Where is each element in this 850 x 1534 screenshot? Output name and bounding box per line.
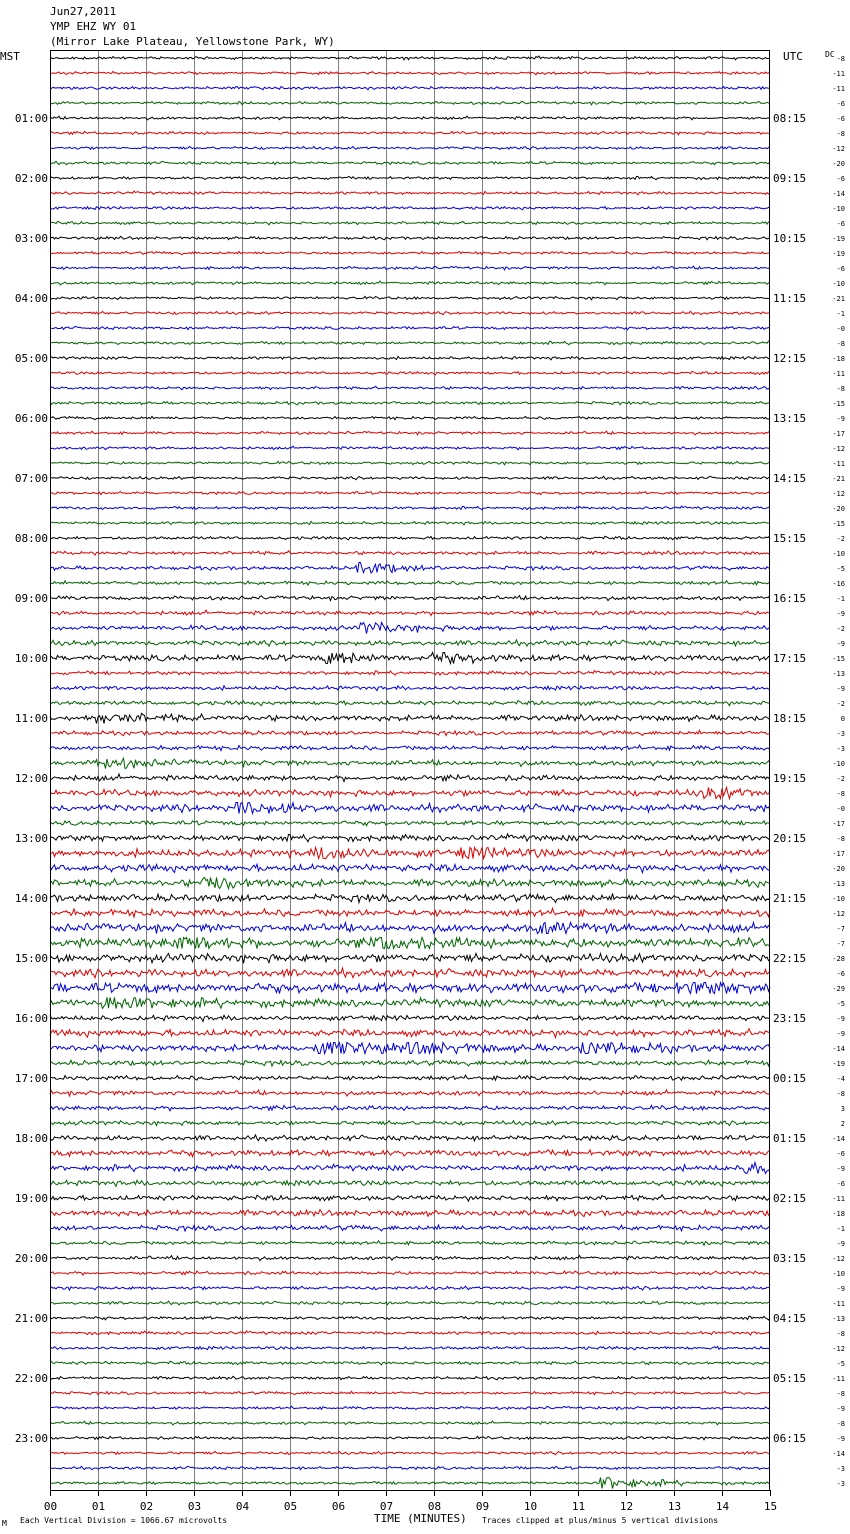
dc-offset-82: -9 — [836, 1285, 845, 1293]
left-hour-label-10: 10:00 — [14, 652, 48, 665]
dc-offset-63: -5 — [836, 1000, 845, 1008]
trace-row-83 — [50, 1301, 770, 1305]
trace-row-66 — [50, 1043, 770, 1054]
right-hour-label-23: 06:15 — [773, 1432, 807, 1445]
trace-row-41 — [50, 671, 770, 676]
trace-row-68 — [50, 1075, 770, 1080]
right-hour-label-14: 21:15 — [773, 892, 807, 905]
trace-row-69 — [50, 1090, 770, 1096]
dc-offset-27: -11 — [832, 460, 845, 468]
dc-offset-10: -10 — [832, 205, 845, 213]
trace-row-39 — [50, 640, 770, 646]
dc-offset-56: -10 — [832, 895, 845, 903]
trace-row-92 — [50, 1436, 770, 1439]
trace-row-17 — [50, 311, 770, 314]
dc-offset-93: -14 — [832, 1450, 845, 1458]
left-hour-label-4: 04:00 — [14, 292, 48, 305]
right-hour-label-21: 04:15 — [773, 1312, 807, 1325]
dc-offset-35: -16 — [832, 580, 845, 588]
dc-offset-26: -12 — [832, 445, 845, 453]
dc-offset-50: -0 — [836, 805, 845, 813]
right-hour-label-4: 11:15 — [773, 292, 807, 305]
trace-row-64 — [50, 1015, 770, 1021]
dc-offset-80: -12 — [832, 1255, 845, 1263]
trace-row-12 — [50, 236, 770, 239]
dc-offset-2: -11 — [832, 85, 845, 93]
dc-offset-44: 0 — [840, 715, 845, 723]
dc-offset-11: -6 — [836, 220, 845, 228]
dc-offset-9: -14 — [832, 190, 845, 198]
dc-offset-65: -9 — [836, 1030, 845, 1038]
dc-offset-31: -15 — [832, 520, 845, 528]
header-station: YMP EHZ WY 01 — [50, 20, 137, 33]
right-timezone-label: UTC — [783, 50, 803, 63]
dc-offset-23: -15 — [832, 400, 845, 408]
dc-offset-90: -9 — [836, 1405, 845, 1413]
dc-offset-22: -8 — [836, 385, 845, 393]
dc-offset-49: -8 — [836, 790, 845, 798]
trace-row-89 — [50, 1391, 770, 1394]
trace-row-40 — [50, 653, 770, 664]
trace-row-19 — [50, 341, 770, 345]
trace-row-74 — [50, 1163, 770, 1174]
x-tick-label-14: 14 — [715, 1500, 730, 1513]
dc-offset-5: -8 — [836, 130, 845, 138]
trace-row-37 — [50, 610, 770, 615]
left-hour-label-8: 08:00 — [14, 532, 48, 545]
trace-row-34 — [50, 563, 770, 573]
trace-row-62 — [50, 983, 770, 994]
dc-offset-33: -10 — [832, 550, 845, 558]
dc-offset-21: -11 — [832, 370, 845, 378]
trace-row-67 — [50, 1060, 770, 1066]
dc-offset-83: -11 — [832, 1300, 845, 1308]
trace-row-27 — [50, 461, 770, 464]
trace-row-47 — [50, 758, 770, 768]
x-tick-label-15: 15 — [763, 1500, 778, 1513]
trace-row-29 — [50, 492, 770, 495]
dc-offset-76: -11 — [832, 1195, 845, 1203]
trace-row-43 — [50, 701, 770, 706]
dc-offset-39: -9 — [836, 640, 845, 648]
trace-row-7 — [50, 161, 770, 164]
trace-row-33 — [50, 551, 770, 555]
dc-offset-36: -1 — [836, 595, 845, 603]
dc-offset-69: -8 — [836, 1090, 845, 1098]
header-date: Jun27,2011 — [50, 5, 117, 18]
left-hour-label-2: 02:00 — [14, 172, 48, 185]
trace-row-93 — [50, 1451, 770, 1454]
footer-scale-note: Each Vertical Division = 1066.67 microvolts — [20, 1516, 228, 1525]
left-hour-label-14: 14:00 — [14, 892, 48, 905]
trace-row-91 — [50, 1421, 770, 1425]
trace-row-56 — [50, 894, 770, 903]
dc-offset-75: -6 — [836, 1180, 845, 1188]
left-hour-label-18: 18:00 — [14, 1132, 48, 1145]
right-hour-label-10: 17:15 — [773, 652, 807, 665]
x-tick-label-09: 09 — [475, 1500, 490, 1513]
footer-mark: M — [2, 1519, 7, 1528]
dc-offset-7: -20 — [832, 160, 845, 168]
trace-row-70 — [50, 1105, 770, 1110]
trace-row-30 — [50, 506, 770, 510]
trace-row-59 — [50, 938, 770, 949]
left-hour-label-7: 07:00 — [14, 472, 48, 485]
trace-row-6 — [50, 146, 770, 149]
dc-offset-0: -8 — [836, 55, 845, 63]
trace-row-42 — [50, 686, 770, 691]
left-hour-label-5: 05:00 — [14, 352, 48, 365]
trace-row-26 — [50, 446, 770, 450]
dc-offset-4: -6 — [836, 115, 845, 123]
trace-row-14 — [50, 266, 770, 270]
trace-row-87 — [50, 1361, 770, 1365]
dc-offset-78: -1 — [836, 1225, 845, 1233]
trace-row-85 — [50, 1331, 770, 1335]
right-hour-label-1: 08:15 — [773, 112, 807, 125]
trace-row-50 — [50, 803, 770, 814]
left-hour-label-9: 09:00 — [14, 592, 48, 605]
dc-offset-51: -17 — [832, 820, 845, 828]
trace-row-48 — [50, 774, 770, 782]
trace-row-5 — [50, 131, 770, 134]
dc-offset-81: -10 — [832, 1270, 845, 1278]
x-axis-title: TIME (MINUTES) — [374, 1512, 467, 1525]
dc-offset-68: -4 — [836, 1075, 845, 1083]
dc-offset-86: -12 — [832, 1345, 845, 1353]
trace-row-35 — [50, 581, 770, 585]
dc-offset-87: -5 — [836, 1360, 845, 1368]
dc-offset-41: -13 — [832, 670, 845, 678]
dc-offset-53: -17 — [832, 850, 845, 858]
trace-row-58 — [50, 923, 770, 934]
dc-offset-46: -3 — [836, 745, 845, 753]
trace-row-73 — [50, 1150, 770, 1157]
left-hour-label-22: 22:00 — [14, 1372, 48, 1385]
x-tick-label-06: 06 — [331, 1500, 346, 1513]
dc-offset-1: -11 — [832, 70, 845, 78]
left-hour-label-11: 11:00 — [14, 712, 48, 725]
trace-row-2 — [50, 86, 770, 89]
x-tick-label-01: 01 — [91, 1500, 106, 1513]
trace-row-32 — [50, 536, 770, 540]
dc-offset-62: -29 — [832, 985, 845, 993]
right-hour-label-15: 22:15 — [773, 952, 807, 965]
trace-row-28 — [50, 476, 770, 479]
right-hour-label-3: 10:15 — [773, 232, 807, 245]
dc-offset-8: -6 — [836, 175, 845, 183]
x-tick-label-13: 13 — [667, 1500, 682, 1513]
trace-row-25 — [50, 431, 770, 435]
trace-row-22 — [50, 386, 770, 390]
dc-offset-92: -9 — [836, 1435, 845, 1443]
trace-row-88 — [50, 1376, 770, 1379]
dc-offset-88: -11 — [832, 1375, 845, 1383]
trace-row-4 — [50, 116, 770, 120]
left-hour-label-6: 06:00 — [14, 412, 48, 425]
dc-offset-34: -5 — [836, 565, 845, 573]
seismic-traces — [50, 56, 770, 1488]
x-tick-label-02: 02 — [139, 1500, 154, 1513]
dc-offset-24: -9 — [836, 415, 845, 423]
x-tick-label-12: 12 — [619, 1500, 634, 1513]
trace-row-21 — [50, 371, 770, 374]
footer-clip-note: Traces clipped at plus/minus 5 vertical divisions — [482, 1516, 719, 1525]
trace-row-38 — [50, 623, 770, 634]
trace-row-15 — [50, 281, 770, 285]
dc-offset-19: -8 — [836, 340, 845, 348]
dc-offset-71: 2 — [840, 1120, 845, 1128]
trace-row-94 — [50, 1466, 770, 1469]
trace-row-80 — [50, 1255, 770, 1260]
dc-offset-73: -6 — [836, 1150, 845, 1158]
dc-offset-13: -19 — [832, 250, 845, 258]
trace-row-84 — [50, 1316, 770, 1320]
right-hour-label-16: 23:15 — [773, 1012, 807, 1025]
dc-offset-58: -7 — [836, 925, 845, 933]
trace-row-8 — [50, 176, 770, 179]
left-hour-label-3: 03:00 — [14, 232, 48, 245]
trace-row-81 — [50, 1271, 770, 1275]
dc-offset-28: -21 — [832, 475, 845, 483]
left-hour-label-17: 17:00 — [14, 1072, 48, 1085]
dc-offset-40: -15 — [832, 655, 845, 663]
dc-offset-29: -12 — [832, 490, 845, 498]
x-tick-label-04: 04 — [235, 1500, 250, 1513]
dc-offset-18: -0 — [836, 325, 845, 333]
trace-row-79 — [50, 1241, 770, 1246]
dc-offset-91: -8 — [836, 1420, 845, 1428]
trace-row-54 — [50, 864, 770, 873]
right-hour-label-6: 13:15 — [773, 412, 807, 425]
trace-row-75 — [50, 1180, 770, 1186]
x-tick-label-03: 03 — [187, 1500, 202, 1513]
right-hour-label-13: 20:15 — [773, 832, 807, 845]
dc-offset-77: -18 — [832, 1210, 845, 1218]
dc-offset-55: -13 — [832, 880, 845, 888]
trace-row-60 — [50, 953, 770, 963]
dc-offset-94: -3 — [836, 1465, 845, 1473]
dc-offset-61: -6 — [836, 970, 845, 978]
right-hour-label-9: 16:15 — [773, 592, 807, 605]
trace-row-63 — [50, 998, 770, 1009]
left-timezone-label: MST — [0, 50, 20, 63]
axis-labels — [15, 55, 845, 1513]
dc-offset-3: -6 — [836, 100, 845, 108]
left-hour-label-16: 16:00 — [14, 1012, 48, 1025]
dc-offset-52: -8 — [836, 835, 845, 843]
x-tick-label-05: 05 — [283, 1500, 298, 1513]
dc-offset-45: -3 — [836, 730, 845, 738]
trace-row-1 — [50, 71, 770, 74]
trace-row-49 — [50, 788, 770, 799]
trace-row-53 — [50, 848, 770, 859]
right-hour-label-20: 03:15 — [773, 1252, 807, 1265]
trace-row-23 — [50, 402, 770, 405]
right-hour-label-5: 12:15 — [773, 352, 807, 365]
trace-row-9 — [50, 191, 770, 195]
left-hour-label-21: 21:00 — [14, 1312, 48, 1325]
dc-offset-16: -21 — [832, 295, 845, 303]
dc-offset-20: -18 — [832, 355, 845, 363]
trace-row-13 — [50, 251, 770, 254]
dc-offset-6: -12 — [832, 145, 845, 153]
trace-row-11 — [50, 221, 770, 225]
left-hour-label-12: 12:00 — [14, 772, 48, 785]
dc-offset-38: -2 — [836, 625, 845, 633]
left-hour-label-15: 15:00 — [14, 952, 48, 965]
x-tick-label-10: 10 — [523, 1500, 538, 1513]
left-hour-label-23: 23:00 — [14, 1432, 48, 1445]
left-hour-label-19: 19:00 — [14, 1192, 48, 1205]
trace-row-3 — [50, 101, 770, 104]
dc-offset-95: -3 — [836, 1480, 845, 1488]
trace-row-76 — [50, 1195, 770, 1201]
trace-row-0 — [50, 56, 770, 60]
dc-offset-85: -8 — [836, 1330, 845, 1338]
dc-offset-32: -2 — [836, 535, 845, 543]
trace-row-20 — [50, 356, 770, 360]
trace-row-77 — [50, 1210, 770, 1217]
trace-row-18 — [50, 326, 770, 329]
left-hour-label-20: 20:00 — [14, 1252, 48, 1265]
trace-row-45 — [50, 730, 770, 735]
plot-frame — [51, 51, 770, 1491]
right-hour-label-17: 00:15 — [773, 1072, 807, 1085]
dc-offset-25: -17 — [832, 430, 845, 438]
trace-row-72 — [50, 1135, 770, 1141]
trace-row-52 — [50, 834, 770, 842]
dc-offset-12: -19 — [832, 235, 845, 243]
x-tick-label-00: 00 — [43, 1500, 58, 1513]
dc-offset-43: -2 — [836, 700, 845, 708]
dc-offset-37: -9 — [836, 610, 845, 618]
dc-offset-72: -14 — [832, 1135, 845, 1143]
dc-offset-14: -6 — [836, 265, 845, 273]
trace-row-90 — [50, 1406, 770, 1410]
dc-offset-59: -7 — [836, 940, 845, 948]
dc-offset-54: -20 — [832, 865, 845, 873]
right-hour-label-19: 02:15 — [773, 1192, 807, 1205]
trace-row-24 — [50, 416, 770, 419]
dc-offset-89: -8 — [836, 1390, 845, 1398]
right-hour-label-18: 01:15 — [773, 1132, 807, 1145]
dc-offset-57: -12 — [832, 910, 845, 918]
right-hour-label-12: 19:15 — [773, 772, 807, 785]
trace-row-16 — [50, 296, 770, 299]
dc-offset-42: -9 — [836, 685, 845, 693]
dc-offset-67: -19 — [832, 1060, 845, 1068]
trace-row-61 — [50, 968, 770, 978]
minute-grid — [99, 50, 723, 1490]
trace-row-51 — [50, 821, 770, 826]
trace-row-31 — [50, 521, 770, 525]
trace-row-57 — [50, 908, 770, 917]
trace-row-36 — [50, 595, 770, 600]
dc-offset-79: -9 — [836, 1240, 845, 1248]
dc-offset-60: -28 — [832, 955, 845, 963]
dc-offset-84: -13 — [832, 1315, 845, 1323]
dc-offset-74: -9 — [836, 1165, 845, 1173]
right-hour-label-7: 14:15 — [773, 472, 807, 485]
x-tick-label-08: 08 — [427, 1500, 442, 1513]
x-tick-label-11: 11 — [571, 1500, 586, 1513]
dc-offset-64: -9 — [836, 1015, 845, 1023]
x-tick-label-07: 07 — [379, 1500, 394, 1513]
dc-offset-66: -14 — [832, 1045, 845, 1053]
trace-row-78 — [50, 1225, 770, 1231]
dc-offset-15: -10 — [832, 280, 845, 288]
dc-offset-30: -20 — [832, 505, 845, 513]
header-location: (Mirror Lake Plateau, Yellowstone Park, WY) — [50, 35, 335, 48]
dc-offset-47: -10 — [832, 760, 845, 768]
trace-row-71 — [50, 1121, 770, 1126]
left-hour-label-13: 13:00 — [14, 832, 48, 845]
trace-row-86 — [50, 1346, 770, 1350]
trace-row-65 — [50, 1029, 770, 1037]
right-hour-label-11: 18:15 — [773, 712, 807, 725]
trace-row-44 — [50, 713, 770, 723]
dc-offset-header: DC — [825, 50, 835, 59]
right-hour-label-22: 05:15 — [773, 1372, 807, 1385]
trace-row-82 — [50, 1286, 770, 1290]
right-hour-label-2: 09:15 — [773, 172, 807, 185]
left-hour-label-1: 01:00 — [14, 112, 48, 125]
trace-row-10 — [50, 207, 770, 210]
trace-row-46 — [50, 745, 770, 750]
right-hour-label-8: 15:15 — [773, 532, 807, 545]
dc-offset-70: 3 — [840, 1105, 845, 1113]
trace-row-95 — [50, 1478, 770, 1489]
dc-offset-48: -2 — [836, 775, 845, 783]
dc-offset-17: -1 — [836, 310, 845, 318]
trace-row-55 — [50, 878, 770, 889]
